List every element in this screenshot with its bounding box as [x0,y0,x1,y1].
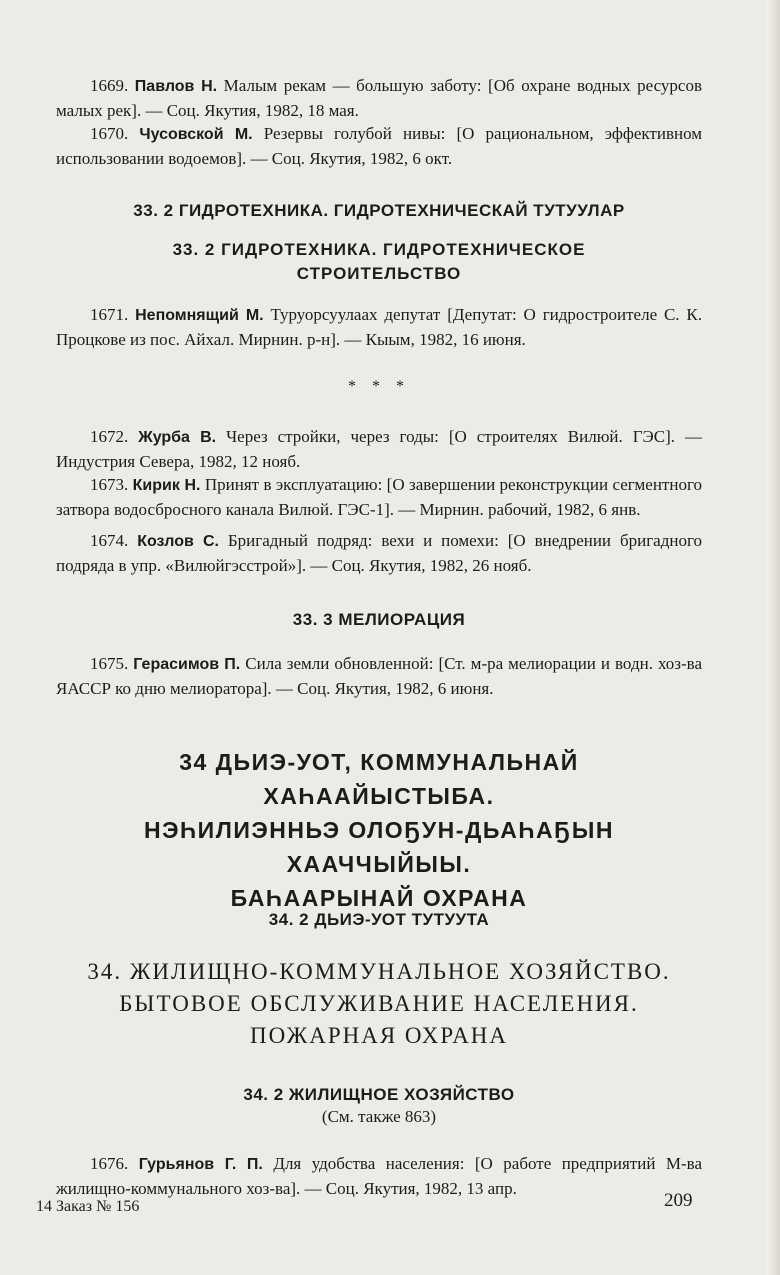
entry-1671 [56,303,702,352]
entry-number: 1670. [90,124,129,143]
entry-text: Резервы голубой нивы: [О рациональном, эффективном использовании водоемов]. — Соц. Якутия, 1982, 6 окт. [56,124,703,168]
entry-text: Для удобства населения: [О работе предприятий М-ва жилищно-коммунального хоз-ва]. — Соц. Якутия, 1982, 13 апр. [56,1154,703,1198]
entry-number: 1673. [90,475,129,494]
entry-1674 [56,529,702,578]
entry-author: Непомнящий М. [135,307,264,324]
chapter-heading-34-russian [56,956,702,1052]
entry-1669 [56,74,702,123]
entry-number: 1672. [90,427,129,446]
entry-number: 1671. [90,305,129,324]
heading-line: БЫТОВОЕ ОБСЛУЖИВАНИЕ НАСЕЛЕНИЯ. [119,991,639,1016]
entry-text: Сила земли обновленной: [Ст. м-ра мелиорации и водн. хоз-ва ЯАССР ко дню мелиоратора]. — Соц. Якутия, 1982, 6 июня. [56,654,703,698]
entry-author: Журба В. [138,429,217,446]
entry-author: Кирик Н. [132,477,201,494]
heading-line: ХАҺААЙЫСТЫБА. [263,783,495,809]
page-number: 209 [664,1190,693,1211]
heading-line: 34 ДЬИЭ-УОТ, КОММУНАЛЬНАЙ [179,749,579,775]
heading-line: ПОЖАРНАЯ ОХРАНА [249,1023,509,1048]
section-heading-33-2-yakut: 33. 2 ГИДРОТЕХНИКА. ГИДРОТЕХНИЧЕСКАЙ ТУТУУЛАР [133,201,625,220]
entry-author: Павлов Н. [134,78,218,95]
section-heading-34-2-russian: 34. 2 ЖИЛИЩНОЕ ХОЗЯЙСТВО [243,1085,515,1104]
entry-text: Малым рекам — большую заботу: [Об охране водных ресурсов малых рек]. — Соц. Якутия, 1982, 18 мая. [56,76,702,120]
heading-line: 34. ЖИЛИЩНО-КОММУНАЛЬНОЕ ХОЗЯЙСТВО. [87,959,671,984]
entry-1673 [56,473,702,522]
entry-author: Козлов С. [137,533,219,550]
heading-line: НЭҺИЛИЭННЬЭ ОЛОҔУН-ДЬАҺАҔЫН [144,817,614,843]
entry-1670 [56,122,702,171]
heading-line: 33. 2 ГИДРОТЕХНИКА. ГИДРОТЕХНИЧЕСКОЕ [172,240,586,259]
entry-number: 1674. [90,531,129,550]
entry-number: 1676. [90,1154,129,1173]
entry-text: Через стройки, через годы: [О строителях Вилюй. ГЭС]. — Индустрия Севера, 1982, 12 нояб. [56,427,703,471]
heading-line: БАҺААРЫНАЙ ОХРАНА [230,885,528,911]
entry-text: Туруорсуулаах депутат [Депутат: О гидростроителе С. К. Процкове из пос. Айхал. Мирнин. р-н]. — Кыым, 1982, 16 июня. [56,305,703,349]
entry-author: Гурьянов Г. П. [138,1156,263,1173]
entry-1676 [56,1152,702,1201]
heading-line: ХААЧЧЫЙЫЫ. [286,851,472,877]
heading-line: СТРОИТЕЛЬСТВО [296,264,462,283]
entry-author: Чусовской М. [139,126,253,143]
section-heading-33-3: 33. 3 МЕЛИОРАЦИЯ [292,610,466,629]
section-heading-34-2-yakut: 34. 2 ДЬИЭ-УОТ ТУТУУТА [268,910,490,929]
entry-text: Бригадный подряд: вехи и помехи: [О внедрении бригадного подряда в упр. «Вилюйгэсстрой»]. — Соц. Якутия, 1982, 26 нояб. [56,531,703,575]
see-also-note: (См. также 863) [321,1107,437,1126]
entry-1675 [56,652,702,701]
printer-signature: 14 Заказ № 156 [36,1198,140,1215]
entry-number: 1669. [90,76,129,95]
entry-author: Герасимов П. [133,656,241,673]
section-heading-33-2-russian [56,238,702,286]
chapter-heading-34-yakut [56,745,702,915]
entry-number: 1675. [90,654,129,673]
separator-stars: * * * [348,378,410,395]
page-edge [766,0,780,1275]
entry-text: Принят в эксплуатацию: [О завершении реконструкции сегментного затвора водосбросного канала Вилюй. ГЭС-1]. — Мирнин. рабочий, 1982, 6 янв. [56,475,703,519]
entry-1672 [56,425,702,474]
